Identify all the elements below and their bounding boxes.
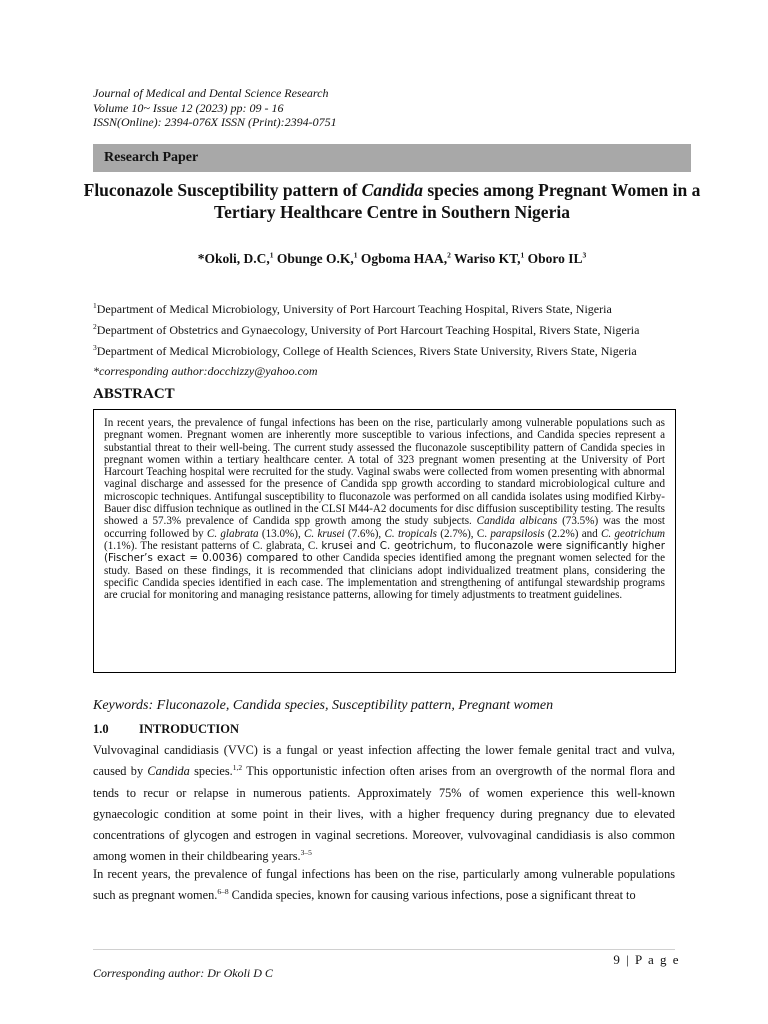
body-paragraph: [93, 864, 675, 907]
abstract-text: (13.0%),: [258, 527, 305, 540]
author-name: *Okoli, D.C,: [197, 251, 270, 266]
journal-header: [93, 86, 337, 130]
author-affiliation-mark: 1: [269, 250, 274, 260]
section-number: 1.0: [93, 722, 109, 736]
abstract-text: (2.7%), C.: [437, 527, 491, 540]
title-italic: Candida: [361, 180, 423, 200]
journal-issn: ISSN(Online): 2394-076X ISSN (Print):2394-0751: [93, 115, 337, 129]
species-name: Candida: [147, 764, 190, 779]
section-heading: [93, 722, 239, 737]
abstract-text: (2.2%) and: [544, 527, 602, 540]
species-name: C. tropicals: [384, 527, 438, 540]
paragraph-text: This opportunistic infection often arises from an overgrowth of the normal flora and tends to recur or relapse in numerous patients. Approximately 75% of women experience this well-known gynaecologic condition at some point in their lives, with a higher frequency during pregnancy due to elevated concentrations of glycogen and estrogen in vaginal secretions. Moreover, vulvovaginal candidiasis is also common among women in their childbearing years.: [93, 764, 675, 864]
paragraph-text: species.: [189, 764, 233, 779]
section-title: INTRODUCTION: [139, 722, 240, 736]
affiliation-number: 1: [93, 301, 97, 310]
abstract-text: (1.1%). The resistant patterns of C. glabrata, C.: [104, 539, 322, 552]
affiliation-text: Department of Medical Microbiology, University of Port Harcourt Teaching Hospital, Rivers State, Nigeria: [96, 302, 612, 316]
paragraph-text: In recent years, the prevalence of fungal infections has been on the rise, particularly among vulnerable populations such as pregnant women.: [93, 867, 675, 903]
author-name: Wariso KT,: [450, 251, 521, 266]
body-paragraph: [93, 740, 675, 868]
keywords: Keywords: Fluconazole, Candida species, Susceptibility pattern, Pregnant women: [93, 698, 554, 713]
page-number: 9 | P a g e: [613, 952, 680, 967]
title-part2: species among Pregnant Women in a Tertiary Healthcare Centre in Southern Nigeria: [214, 180, 701, 222]
affiliation-number: 3: [93, 343, 97, 352]
citation: 1,2: [232, 763, 243, 773]
corresponding-email: *corresponding author:docchizzy@yahoo.com: [93, 364, 318, 378]
species-name: Candida albicans: [476, 515, 558, 528]
abstract-box: [93, 409, 676, 673]
abstract-text: other Candida species identified among the pregnant women selected for the study. Based on these findings, it is recommended that clinicians adopt individualized treatment plans, considering the specific Candida species identified in each case. The implementation and strengthening of antifungal stewardship programs are crucial for monitoring and managing resistance patterns, allowing for timely adjustments to treatment guidelines.: [104, 552, 665, 602]
author-list: [70, 251, 714, 267]
journal-name: Journal of Medical and Dental Science Research: [93, 86, 329, 100]
affiliation: [93, 302, 612, 317]
affiliation-number: 2: [93, 322, 97, 331]
author-affiliation-mark: 1: [353, 250, 358, 260]
affiliation: [93, 344, 637, 359]
species-name: C. glabrata: [206, 527, 259, 540]
paragraph-text: Candida species, known for causing various infections, pose a significant threat to: [228, 888, 636, 903]
author-name: Ogboma HAA,: [357, 251, 448, 266]
species-name: parapsilosis: [490, 527, 545, 540]
footer-corresponding-author: Corresponding author: Dr Okoli D C: [93, 966, 273, 980]
abstract-text: In recent years, the prevalence of fungal infections has been on the rise, particularly among vulnerable populations such as pregnant women. Pregnant women are inherently more susceptible to various infections, and Candida species represent a substantial threat to their well-being. The current study assessed the fluconazole susceptibility pattern of Candida species in pregnant women within a tertiary healthcare center. A total of 323 pregnant women presenting at the University of Port Harcourt Teaching hospital were recruited for the study. Vaginal swabs were collected from women presenting with abnormal vaginal discharge and assessed for the presence of Candida spp growth according to standard microbiological culture and microscopic techniques. Antifungal susceptibility to fluconazole was performed on all candida isolates using modified Kirby-Bauer disc diffusion technique as outlined in the CLSI M44-A2 documents for disc diffusion susceptibility testing. The results showed a 57.3% prevalence of Candida spp growth among the study subjects.: [104, 417, 665, 528]
abstract-text: (7.6%),: [344, 527, 385, 540]
abstract-text-sans: krusei and C. geotrichum, to fluconazole were significantly higher (Fischer’s exact = 0.0036) compared to: [104, 539, 665, 565]
author-affiliation-mark: 2: [447, 250, 451, 260]
author-affiliation-mark: 1: [520, 250, 525, 260]
paragraph-text: Vulvovaginal candidiasis (VVC) is a fungal or yeast infection affecting the lower female genital tract and vulva, caused by: [93, 743, 675, 779]
abstract-text: (73.5%) was the most occurring followed by: [104, 515, 665, 540]
citation: 3–5: [300, 848, 312, 858]
section-label-bar: [93, 144, 691, 172]
journal-volume: Volume 10~ Issue 12 (2023) pp: 09 - 16: [93, 100, 284, 115]
author-name: Obunge O.K,: [273, 251, 354, 266]
affiliation-text: Department of Medical Microbiology, College of Health Sciences, Rivers State University, Rivers State, Nigeria: [96, 344, 637, 358]
footer-divider: [93, 949, 675, 950]
affiliation-text: Department of Obstetrics and Gynaecology, University of Port Harcourt Teaching Hospital, Rivers State, Nigeria: [96, 323, 640, 337]
species-name: C. geotrichum: [601, 527, 666, 540]
species-name: C. krusei: [304, 527, 345, 540]
section-label: Research Paper: [104, 150, 199, 165]
author-affiliation-mark: 3: [582, 250, 587, 260]
author-name: Oboro IL: [524, 251, 583, 266]
abstract-heading: ABSTRACT: [93, 386, 175, 402]
citation: 6–8: [217, 887, 229, 897]
paper-title: [70, 179, 714, 223]
title-part1: Fluconazole Susceptibility pattern of: [83, 180, 362, 200]
affiliation: [93, 323, 639, 338]
